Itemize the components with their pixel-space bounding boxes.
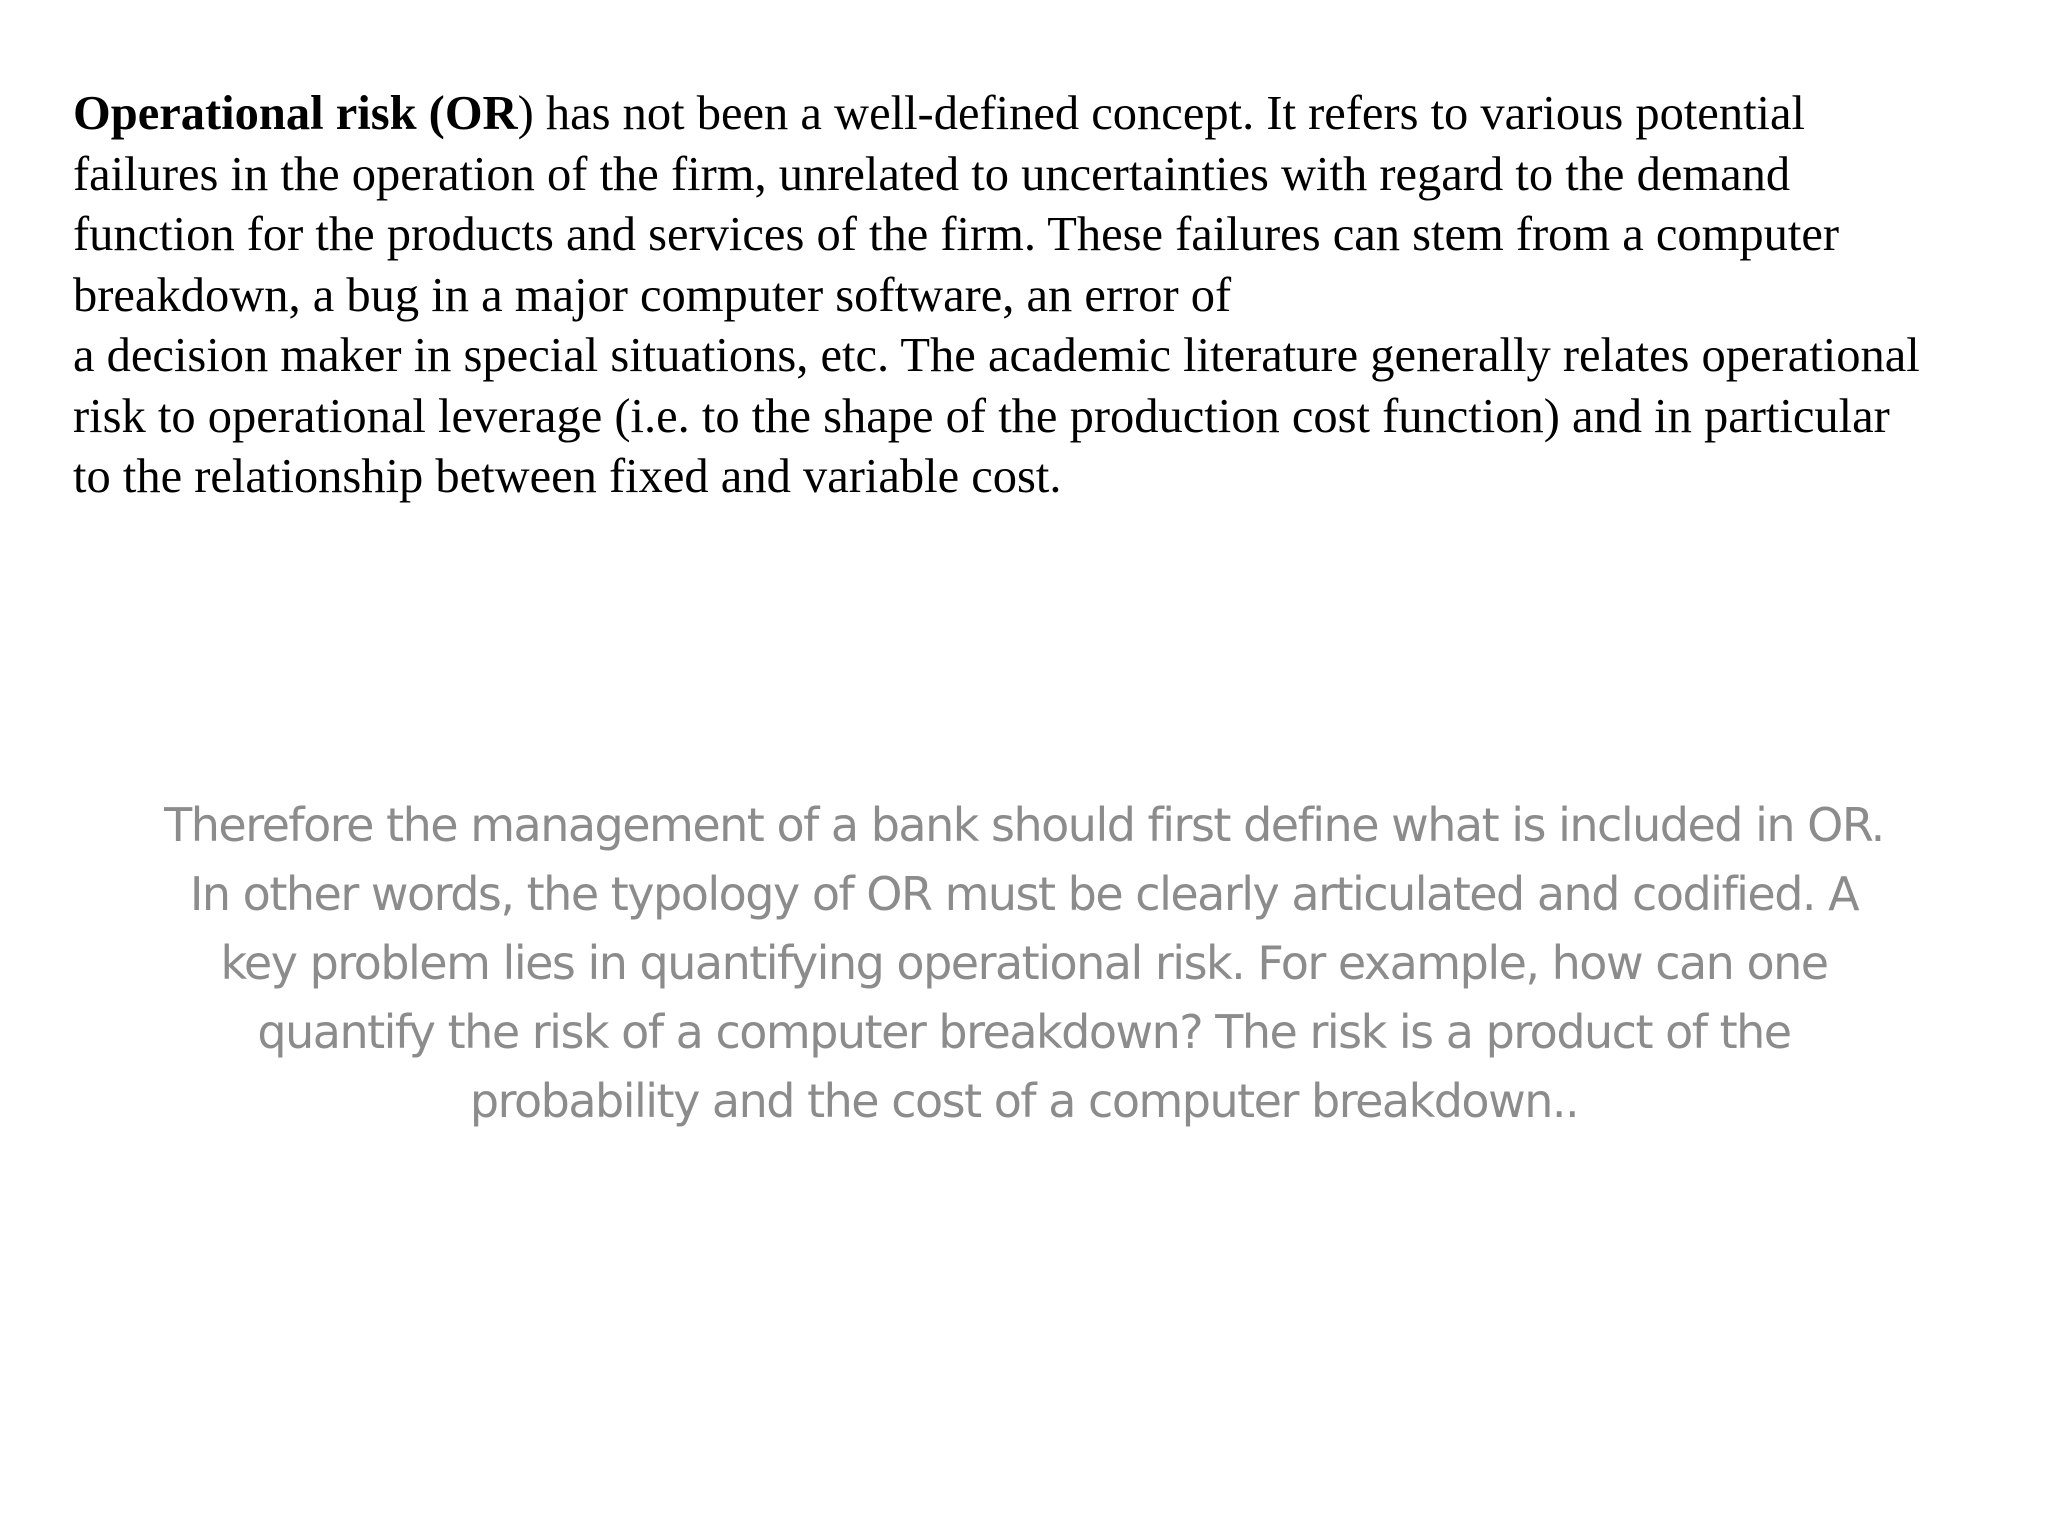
summary-paragraph [20, 791, 2028, 1136]
intro-line-7: to the relationship between fixed and variable cost. [73, 450, 1062, 503]
summary-line-4: quantify the risk of a computer breakdown? The risk is a product of the [257, 1005, 1791, 1059]
intro-line-3: function for the products and services of the firm. These failures can stem from a computer [73, 208, 1840, 261]
summary-line-2: In other words, the typology of OR must be clearly articulated and codified. A [189, 867, 1859, 921]
summary-line-5: probability and the cost of a computer breakdown.. [469, 1074, 1579, 1128]
summary-line-1: Therefore the management of a bank should first define what is included in OR. [164, 798, 1884, 852]
intro-line-1-text: ) has not been a well-defined concept. It refers to various potential [517, 87, 1806, 140]
intro-line-1 [73, 84, 2023, 145]
summary-line-3: key problem lies in quantifying operational risk. For example, how can one [220, 936, 1828, 990]
operational-risk-term: Operational risk (OR [73, 87, 518, 140]
intro-line-6: risk to operational leverage (i.e. to the shape of the production cost function) and in particular [73, 389, 1890, 443]
intro-line-5: a decision maker in special situations, etc. The academic literature generally relates operational [73, 329, 1920, 382]
intro-paragraph [73, 84, 2023, 508]
intro-line-4: breakdown, a bug in a major computer software, an error of [73, 268, 1232, 322]
intro-line-2: failures in the operation of the firm, unrelated to uncertainties with regard to the demand [73, 147, 1791, 201]
